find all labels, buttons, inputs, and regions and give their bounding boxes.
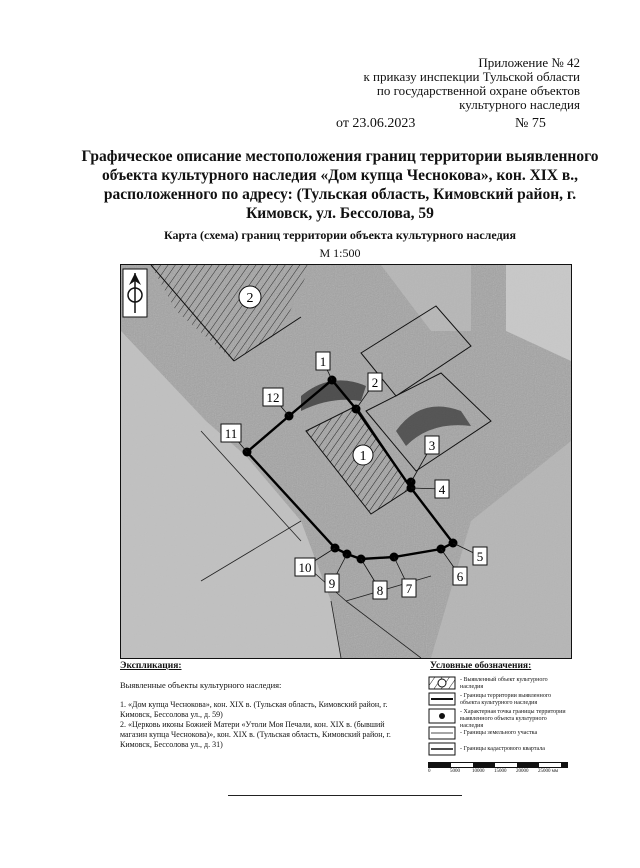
legend-item-object: - Выявленный объект культурного наследия: [460, 677, 548, 690]
legend-item-quarter: - Границы кадастрового квартала: [460, 746, 545, 752]
point-label-7: 7: [405, 581, 413, 596]
scalebar-label: 25000 мм: [538, 769, 559, 774]
boundary-map: [120, 264, 572, 659]
document-title: Графическое описание местоположения границ территории выявленного объекта культурного наследия «Дом купца Чеснокова», кон. XIX в., расположенного по адресу: (Тульская область, Кимовский район, г. Кимовск, ул. Бессолова, 59: [81, 148, 599, 222]
explication-subtitle: Выявленные объекты культурного наследия:: [120, 680, 282, 690]
point-label-4: 4: [438, 482, 446, 497]
map-scale: М 1:500: [319, 246, 361, 260]
point-label-8: 8: [376, 583, 384, 598]
point-label-2: 2: [371, 375, 379, 390]
scalebar-label: 15000: [494, 769, 507, 774]
explication-title: Экспликация:: [120, 661, 182, 671]
map-title: Карта (схема) границ территории объекта культурного наследия: [163, 228, 517, 242]
legend-scalebar: [428, 762, 568, 776]
point-label-12: 12: [266, 390, 280, 405]
appendix-line-4: культурного наследия: [459, 97, 580, 112]
point-label-10: 10: [298, 560, 312, 575]
point-label-1: 1: [319, 354, 327, 369]
point-label-11: 11: [224, 426, 238, 441]
point-label-3: 3: [428, 438, 436, 453]
point-label-5: 5: [476, 549, 484, 564]
point-label-9: 9: [328, 576, 336, 591]
scalebar-label: 10000: [472, 769, 485, 774]
order-number: № 75: [515, 116, 546, 131]
point-label-6: 6: [456, 569, 464, 584]
object-1-label: 1: [359, 449, 367, 464]
parcel-2-label: 2: [246, 291, 254, 306]
explication-item-1: 1. «Дом купца Чеснокова», кон. XIX в. (Тульская область, Кимовский район, г. Кимовск, Бессолова ул., д. 59): [120, 700, 388, 719]
explication-item-2: 2. «Церковь иконы Божией Матери «Утоли Моя Печали, кон. XIX в. (бывший магазин купца Чеснокова)», кон. XIX в. (Тульская область, Кимовский район, г. Кимовск, Бессолова ул., д. 31): [120, 720, 391, 749]
appendix-line-1: Приложение № 42: [478, 55, 580, 70]
appendix-header: [300, 56, 580, 112]
legend-symbols: [428, 676, 456, 758]
scalebar-label: 5000: [450, 769, 460, 774]
appendix-line-3: по государственной охране объектов: [376, 83, 580, 98]
scalebar-label: 20000: [516, 769, 529, 774]
north-arrow-icon: [123, 269, 147, 317]
signature-line: [228, 795, 462, 796]
legend-item-point: - Характерная точка границы территории выявленного объекта культурного наследия: [460, 709, 566, 729]
scalebar-label: 0: [428, 769, 431, 774]
appendix-line-2: к приказу инспекции Тульской области: [363, 69, 580, 84]
order-date: от 23.06.2023: [336, 116, 416, 131]
legend-title: Условные обозначения:: [430, 661, 532, 671]
legend-item-parcel: - Границы земельного участка: [460, 730, 538, 736]
legend-item-boundary: - Границы территории выявленного объекта культурного наследия: [460, 693, 552, 706]
map-svg: [121, 265, 571, 658]
